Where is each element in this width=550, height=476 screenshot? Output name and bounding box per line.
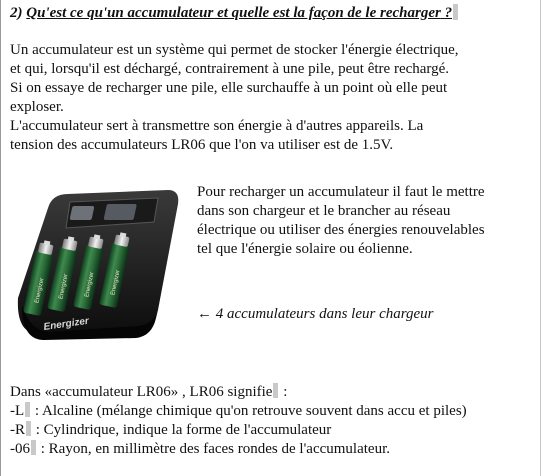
definition-text: : Rayon, en millimètre des faces rondes de l'accumulateur. — [37, 441, 390, 457]
svg-text:Energizer: Energizer — [84, 271, 96, 298]
intro-line: Un accumulateur est un système qui permet de stocker l'énergie électrique, — [10, 42, 459, 58]
definition-text: : Alcaline (mélange chimique qu'on retrouve souvent dans accu et piles) — [31, 403, 467, 419]
text-mark — [26, 421, 31, 436]
definition-text: : Cylindrique, indique la forme de l'accumulateur — [32, 422, 332, 438]
side-line: Pour recharger un accumulateur il faut le mettre — [197, 184, 485, 200]
heading-question-text: Qu'est ce qu'un accumulateur et quelle est la façon de le recharger — [26, 5, 441, 21]
definitions-intro-text: Dans «accumulateur LR06» , LR06 signifie — [10, 384, 273, 400]
svg-text:Energizer: Energizer — [110, 269, 122, 296]
text-mark — [31, 440, 36, 455]
definition-item — [10, 421, 545, 440]
figure-caption: ← 4 accumulateurs dans leur chargeur — [197, 306, 434, 322]
intro-line: L'accumulateur sert à transmettre son énergie à d'autres appareils. La — [10, 118, 424, 134]
side-line: tel que l'énergie solaire ou éolienne. — [197, 241, 413, 257]
intro-line: exploser. — [10, 99, 64, 115]
definitions-intro — [10, 383, 545, 402]
heading-question — [26, 5, 452, 21]
definition-code: -R — [10, 422, 25, 438]
charger-photo — [8, 180, 186, 340]
intro-paragraph — [10, 41, 540, 155]
definition-item — [10, 440, 545, 459]
intro-line: et qui, lorsqu'il est déchargé, contrairement à une pile, peut être rechargé. — [10, 61, 450, 77]
text-mark — [25, 402, 30, 417]
definition-code: -06 — [10, 441, 30, 457]
definitions-intro-colon: : — [279, 384, 288, 400]
charging-paragraph — [197, 183, 542, 259]
charger-brand-logo: Energizer — [42, 315, 90, 333]
text-mark — [273, 383, 278, 398]
text-cursor-mark — [453, 4, 458, 20]
section-heading — [10, 4, 458, 22]
side-line: dans son chargeur et le brancher au réseau — [197, 203, 451, 219]
page-left-edge — [0, 0, 1, 476]
heading-question-mark: ? — [444, 5, 453, 21]
definitions-block — [10, 383, 545, 459]
side-line: électrique ou utiliser des énergies renouvelables — [197, 222, 485, 238]
lcd-screen — [69, 206, 94, 220]
definition-code: -L — [10, 403, 25, 419]
svg-text:Energizer: Energizer — [34, 277, 46, 304]
intro-line: Si on essaye de recharger une pile, elle surchauffe à un point où elle peut — [10, 80, 448, 96]
heading-number: 2) — [10, 5, 23, 21]
intro-line: tension des accumulateurs LR06 que l'on va utiliser est de 1.5V. — [10, 137, 394, 153]
definition-item — [10, 402, 545, 421]
svg-text:Energizer: Energizer — [58, 273, 70, 300]
